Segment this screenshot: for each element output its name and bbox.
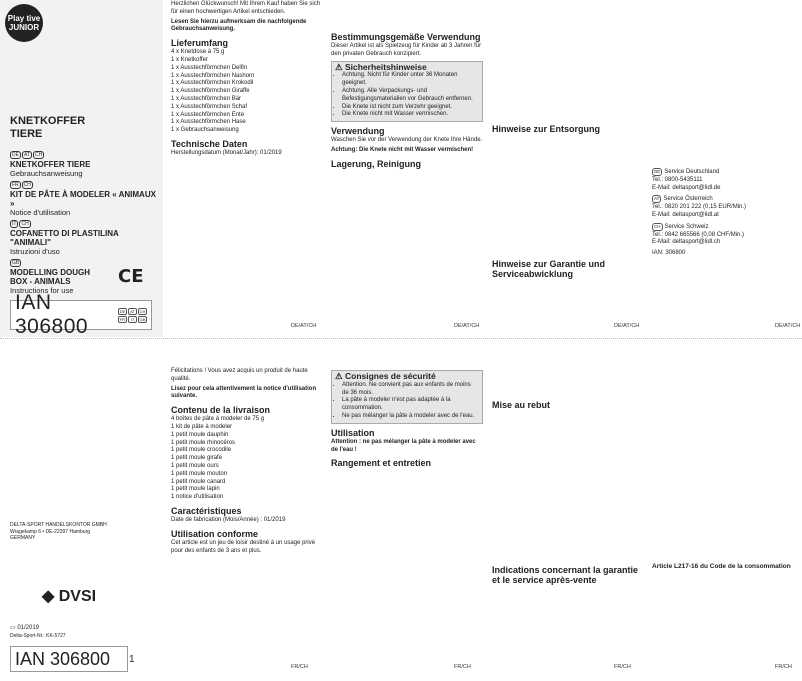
dvsi-text: DVSI <box>58 588 97 605</box>
country-flag-ch: CH <box>21 221 29 227</box>
language-product-name: KNETKOFFER TIERE <box>10 160 91 169</box>
fr-delivery-item: 1 petit moule rhinocéros <box>171 439 236 446</box>
fr-column-3 <box>492 396 644 586</box>
service-name: Service Deutschland <box>664 169 720 175</box>
fr-column-1 <box>171 368 323 557</box>
ian-number: IAN 306800 <box>15 291 89 338</box>
de-heading-verwendung: Verwendung <box>331 126 385 137</box>
fr-rebut-space <box>492 411 644 561</box>
fr-heading-article: Article L217-16 du Code de la consommation <box>652 563 791 570</box>
ian-box <box>10 291 152 338</box>
de-column-3 <box>492 120 644 280</box>
language-doc-type: Gebrauchsanweisung <box>10 169 83 178</box>
fr-column-2 <box>331 368 483 469</box>
de-delivery-item: 1 x Ausstechförmchen Schaf <box>171 103 248 110</box>
fr-footer-3: FR/CH <box>614 664 631 670</box>
fr-heading-carac: Caractéristiques <box>171 505 242 516</box>
country-flag-it: IT <box>12 221 17 227</box>
de-entsorgung-space <box>492 135 644 255</box>
country-flag-ch: CH <box>23 182 31 188</box>
fr-delivery-item: 1 petit moule lapin <box>171 486 220 493</box>
country-flag-at: AT <box>23 152 30 158</box>
fr-heading-safety <box>335 373 479 381</box>
language-entry <box>10 151 160 178</box>
de-heading-tech: Technische Daten <box>171 138 248 149</box>
date-value: 01/2019 <box>17 625 40 631</box>
fr-footer: FR/CH <box>291 664 308 670</box>
fr-read-first: Lisez pour cela attentivement la notice d'utilisation suivante. <box>171 385 317 400</box>
de-safety-list <box>335 72 479 119</box>
de-bestimmung: Dieser Artikel ist als Spielzeug für Kinder ab 3 Jahren für den privaten Gebrauch konzipiert. <box>331 43 482 57</box>
fr-footer-4: FR/CH <box>775 664 792 670</box>
service-tel: Tel.: 0820 201 222 (0,15 EUR/Min.) <box>652 204 747 211</box>
de-safety-item: • Die Knete nicht mit Wasser vermischen. <box>342 111 479 119</box>
language-product-name: COFANETTO DI PLASTILINA "ANIMALI" <box>10 229 119 247</box>
dvsi-logo <box>42 586 96 606</box>
fr-safety-title: Consignes de sécurité <box>344 371 436 381</box>
fr-delivery-list <box>171 416 323 502</box>
de-delivery-list <box>171 49 323 135</box>
language-flags <box>10 220 160 228</box>
fr-safety-list <box>335 382 479 421</box>
fr-heading-rangement: Rangement et entretien <box>331 458 432 469</box>
cover-panel-top <box>0 0 163 337</box>
de-column-4 <box>652 168 802 258</box>
service-mail: E-Mail: deltasport@lidl.ch <box>652 239 721 246</box>
de-delivery-item: 1 x Ausstechförmchen Delfin <box>171 64 248 71</box>
service-flag-ch: CH <box>654 223 661 229</box>
de-delivery-item: 1 x Knetkoffer <box>171 56 208 63</box>
de-read-first: Lesen Sie hierzu aufmerksam die nachfolgende Gebrauchsanweisung. <box>171 18 307 33</box>
warning-icon: ⚠ <box>335 61 345 72</box>
fr-delivery-item: 1 petit moule crocodile <box>171 447 232 454</box>
de-intro: Herzlichen Glückwunsch! Mit Ihrem Kauf haben Sie sich für einen hochwertigen Artikel entschieden. <box>171 1 321 15</box>
de-delivery-item: 1 x Ausstechförmchen Ente <box>171 111 245 118</box>
language-product-name: MODELLING DOUGH BOX - ANIMALS <box>10 268 90 286</box>
ian-flag-gb: GB <box>139 316 146 322</box>
language-doc-type: Istruzioni d'uso <box>10 247 60 256</box>
fr-safety-item: • La pâte à modeler n'est pas adaptée à la consommation. <box>342 397 479 413</box>
service-flag-at: AT <box>654 196 660 202</box>
fr-column-4 <box>652 558 802 573</box>
fr-heading-rebut: Mise au rebut <box>492 400 551 410</box>
fr-delivery-item: 1 notice d'utilisation <box>171 494 224 501</box>
de-delivery-item: 1 x Ausstechförmchen Hase <box>171 119 246 126</box>
fr-conforme: Cet article est un jeu de loisir destiné à un usage privé pour des enfants de 3 ans et plus. <box>171 539 316 554</box>
de-footer-3: DE/AT/CH <box>614 323 640 329</box>
fr-heading-contenu: Contenu de la livraison <box>171 405 271 416</box>
de-safety-title: Sicherheitshinweise <box>344 61 427 72</box>
de-achtung: Achtung: Die Knete nicht mit Wasser vermischen! <box>331 146 474 153</box>
country-flag-de: DE <box>12 152 19 158</box>
fr-delivery-item: 1 kit de pâte à modeler <box>171 423 233 430</box>
language-product-name: KIT DE PÂTE À MODELER « ANIMAUX » <box>10 190 156 208</box>
fr-delivery-item: 1 petit moule ours <box>171 462 219 469</box>
ian-flag-fr: FR <box>119 316 126 322</box>
dvsi-icon: ◆ <box>42 588 59 605</box>
de-heading-lieferumfang: Lieferumfang <box>171 38 229 49</box>
service-heading <box>652 168 802 177</box>
service-tel: Tel.: 0800-5435111 <box>652 176 703 183</box>
fr-heading-conforme: Utilisation conforme <box>171 528 259 539</box>
ian-flag-at: AT <box>128 308 137 315</box>
fr-safety-item: • Ne pas mélanger la pâte à modeler avec de l'eau. <box>342 413 479 421</box>
country-flag-gb: GB <box>12 260 20 266</box>
ian-flag-de: DE <box>119 308 126 314</box>
service-block <box>652 223 802 247</box>
de-safety-item: • Achtung. Alle Verpackungs- und Befestigungsmaterialien vor Gebrauch entfernen. <box>342 88 479 104</box>
fr-heading-utilisation: Utilisation <box>331 427 375 438</box>
language-entry <box>10 220 160 256</box>
playtive-junior-logo <box>5 4 43 42</box>
sport-number: Delta-Sport-Nr.: KK-5727 <box>10 633 66 639</box>
de-ian-line: IAN: 306800 <box>652 250 686 257</box>
logo-text: Play tive JUNIOR <box>7 14 41 32</box>
date-line <box>10 624 39 631</box>
service-flag-de: DE <box>654 169 661 174</box>
service-block <box>652 168 802 192</box>
fr-safety-item: • Attention. Ne convient pas aux enfants de moins de 36 mois. <box>342 382 479 398</box>
ian-box-bottom: IAN 306800 <box>10 646 128 672</box>
fr-heading-indications: Indications concernant la garantie et le service après-vente <box>492 565 639 585</box>
language-doc-type: Instructions for use <box>10 286 74 295</box>
fr-delivery-item: 1 petit moule girafe <box>171 455 223 462</box>
warning-icon-fr: ⚠ <box>335 371 345 381</box>
fr-attention: Attention : ne pas mélanger la pâte à modeler avec de l'eau ! <box>331 438 476 453</box>
language-flags <box>10 181 160 189</box>
de-delivery-item: 4 x Knetdose à 75 g <box>171 49 225 56</box>
factory-icon: ▭ <box>10 625 18 631</box>
fr-safety-box <box>331 370 483 424</box>
de-delivery-item: 1 x Gebrauchsanweisung <box>171 127 239 134</box>
de-delivery-item: 1 x Ausstechförmchen Giraffe <box>171 88 250 95</box>
service-mail: E-Mail: deltasport@lidl.de <box>652 184 721 191</box>
de-service-list <box>652 168 802 258</box>
cover-panel-bottom <box>0 340 163 681</box>
service-name: Service Österreich <box>663 196 713 203</box>
fr-delivery-item: 1 petit moule mouton <box>171 470 228 477</box>
de-heading-entsorgung: Hinweise zur Entsorgung <box>492 124 601 134</box>
page-number: 1 <box>129 654 135 665</box>
de-column-2 <box>331 28 483 170</box>
de-footer-4: DE/AT/CH <box>775 323 801 329</box>
country-flag-fr: FR <box>12 182 19 188</box>
de-safety-item: • Die Knete ist nicht zum Verzehr geeignet. <box>342 104 479 112</box>
product-title: KNETKOFFER TIERE <box>10 115 86 140</box>
de-footer-2: DE/AT/CH <box>454 323 480 329</box>
ce-mark: CE <box>118 266 144 287</box>
de-heading-garantie: Hinweise zur Garantie und Serviceabwicklung <box>492 259 606 279</box>
de-safety-box <box>331 61 483 123</box>
service-name: Service Schweiz <box>664 223 709 230</box>
language-doc-type: Notice d'utilisation <box>10 208 71 217</box>
service-heading <box>652 223 802 232</box>
manufacturer-address: DELTA-SPORT HANDELSKONTOR GMBH Wragekamp 6 • DE-22397 Hamburg GERMANY <box>10 522 107 541</box>
ian-flag-ch: CH <box>139 308 146 314</box>
de-delivery-item: 1 x Ausstechförmchen Bär <box>171 95 242 102</box>
country-flag-ch: CH <box>34 152 43 158</box>
fr-footer-2: FR/CH <box>454 664 471 670</box>
de-delivery-item: 1 x Ausstechförmchen Nashorn <box>171 72 255 79</box>
fr-delivery-item: 1 petit moule canard <box>171 478 226 485</box>
fr-delivery-item: 1 petit moule dauphin <box>171 431 229 438</box>
de-safety-item: • Achtung. Nicht für Kinder unter 36 Monaten geeignet. <box>342 72 479 88</box>
de-delivery-item: 1 x Ausstechförmchen Krokodil <box>171 80 254 87</box>
service-tel: Tel.: 0842 665566 (0,08 CHF/Min.) <box>652 231 745 238</box>
de-tech-date: Herstellungsdatum (Monat/Jahr): 01/2019 <box>171 149 282 156</box>
language-entry <box>10 181 160 217</box>
de-heading-lagerung: Lagerung, Reinigung <box>331 158 421 169</box>
de-column-1 <box>171 1 323 160</box>
fr-carac-date: Date de fabrication (Mois/Année) : 01/2019 <box>171 516 286 523</box>
de-verwendung: Waschen Sie vor der Verwendung der Knete Ihre Hände. <box>331 137 483 144</box>
service-heading <box>652 195 802 204</box>
service-block <box>652 195 802 219</box>
fr-delivery-item: 4 boîtes de pâte à modeler de 75 g <box>171 416 265 423</box>
ian-flag-it: IT <box>128 316 137 323</box>
fr-intro: Félicitations ! Vous avez acquis un produit de haute qualité. <box>171 368 308 382</box>
de-footer: DE/AT/CH <box>291 323 317 329</box>
fold-line <box>0 338 802 339</box>
ian-country-flags <box>118 308 147 323</box>
de-heading-safety <box>335 61 479 72</box>
de-heading-bestimmung: Bestimmungsgemäße Verwendung <box>331 32 481 42</box>
service-mail: E-Mail: deltasport@lidl.at <box>652 211 719 218</box>
language-flags <box>10 151 160 159</box>
